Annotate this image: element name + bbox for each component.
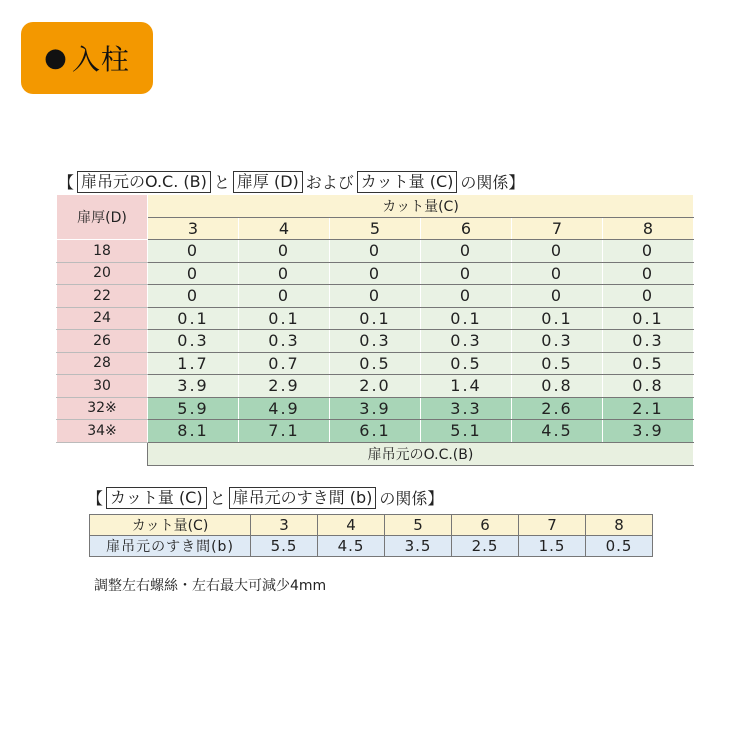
column-header: 3 [148, 217, 239, 240]
table-cell: 0 [603, 262, 694, 285]
row-label: 22 [57, 285, 148, 308]
table-cell: 6.1 [330, 420, 421, 443]
title-tail: の関係】 [460, 173, 525, 192]
title-term-cut: カット量 (C) [106, 487, 207, 509]
row-label: 34※ [57, 420, 148, 443]
table-cell: 2.0 [330, 375, 421, 398]
table-cell: 0.5 [586, 536, 653, 557]
table-cell: 0 [512, 240, 603, 263]
table-cell: 5.9 [148, 397, 239, 420]
table-cell: 0.1 [330, 307, 421, 330]
table-cell: 8.1 [148, 420, 239, 443]
table-cell: 0 [512, 262, 603, 285]
table-cell: 0 [330, 262, 421, 285]
column-header-row [57, 217, 694, 240]
table-row [57, 352, 694, 375]
table-cell: 0 [239, 285, 330, 308]
gap-header-row [90, 515, 653, 536]
row-label: 32※ [57, 397, 148, 420]
column-group-label: カット量(C) [148, 195, 694, 218]
table-cell: 0 [330, 240, 421, 263]
oc-table [56, 194, 694, 466]
table-cell: 0.5 [603, 352, 694, 375]
table-row [57, 397, 694, 420]
table-cell: 0.5 [421, 352, 512, 375]
table-footer-label: 扉吊元のO.C.(B) [148, 442, 694, 465]
column-header: 5 [330, 217, 421, 240]
column-header: 5 [385, 515, 452, 536]
row-label: 28 [57, 352, 148, 375]
row-label: 18 [57, 240, 148, 263]
title-term-thickness: 扉厚 (D) [233, 171, 303, 193]
table-cell: 0.8 [603, 375, 694, 398]
table-cell: 0.7 [239, 352, 330, 375]
column-header: 7 [512, 217, 603, 240]
row-label: 30 [57, 375, 148, 398]
table-cell: 0 [421, 240, 512, 263]
row-label: 24 [57, 307, 148, 330]
table-cell: 0 [603, 285, 694, 308]
table-cell: 5.5 [251, 536, 318, 557]
title-connector: と [213, 173, 230, 192]
title-term-oc: 扉吊元のO.C. (B) [77, 171, 211, 193]
blank-cell [57, 442, 148, 465]
table-row [57, 240, 694, 263]
table-cell: 1.4 [421, 375, 512, 398]
table-row [57, 285, 694, 308]
column-header: 4 [239, 217, 330, 240]
column-header: 6 [452, 515, 519, 536]
table-cell: 2.1 [603, 397, 694, 420]
table-cell: 5.1 [421, 420, 512, 443]
column-header: 6 [421, 217, 512, 240]
table-cell: 1.5 [519, 536, 586, 557]
gap-table [89, 514, 653, 557]
row-label: 20 [57, 262, 148, 285]
column-header: 8 [603, 217, 694, 240]
title-bracket: 【 [58, 173, 75, 192]
table-cell: 0 [421, 285, 512, 308]
table-cell: 0 [421, 262, 512, 285]
table-cell: 0.5 [512, 352, 603, 375]
section-title: 入柱 [71, 43, 130, 76]
table-cell: 2.5 [452, 536, 519, 557]
table-cell: 0 [148, 240, 239, 263]
table-row [57, 375, 694, 398]
table-cell: 0.1 [421, 307, 512, 330]
table-cell: 0.3 [512, 330, 603, 353]
table-cell: 3.9 [148, 375, 239, 398]
table-cell: 0.3 [148, 330, 239, 353]
table-cell: 0.8 [512, 375, 603, 398]
table-cell: 0 [148, 285, 239, 308]
table-cell: 0 [148, 262, 239, 285]
table-cell: 0.3 [421, 330, 512, 353]
table-cell: 3.9 [330, 397, 421, 420]
table-cell: 4.9 [239, 397, 330, 420]
table-row [57, 262, 694, 285]
section-badge [21, 22, 153, 94]
table-cell: 0.3 [330, 330, 421, 353]
table-cell: 2.6 [512, 397, 603, 420]
table-cell: 0 [603, 240, 694, 263]
title-connector: および [305, 173, 354, 192]
title-term-cut: カット量 (C) [357, 171, 458, 193]
title-bracket: 【 [87, 489, 104, 508]
table-cell: 1.7 [148, 352, 239, 375]
table-row [57, 307, 694, 330]
table1-title [58, 170, 524, 193]
table-cell: 3.9 [603, 420, 694, 443]
table-cell: 7.1 [239, 420, 330, 443]
table-cell: 0.1 [148, 307, 239, 330]
table-cell: 3.5 [385, 536, 452, 557]
table-cell: 0.1 [512, 307, 603, 330]
table-cell: 4.5 [318, 536, 385, 557]
table-cell: 0 [239, 240, 330, 263]
title-tail: の関係】 [379, 489, 444, 508]
table2-title [87, 486, 443, 509]
table-cell: 0.3 [603, 330, 694, 353]
row-header-label: 扉厚(D) [57, 195, 148, 240]
table-row [57, 420, 694, 443]
column-header: 4 [318, 515, 385, 536]
table-cell: 0.3 [239, 330, 330, 353]
adjustment-note: 調整左右螺絲・左右最大可減少4mm [94, 578, 327, 594]
table-cell: 0 [330, 285, 421, 308]
table-cell: 0.1 [239, 307, 330, 330]
row-label: 26 [57, 330, 148, 353]
table-cell: 3.3 [421, 397, 512, 420]
table-cell: 2.9 [239, 375, 330, 398]
table-cell: 4.5 [512, 420, 603, 443]
table-cell: 0 [239, 262, 330, 285]
gap-header-label: カット量(C) [90, 515, 251, 536]
table-cell: 0.5 [330, 352, 421, 375]
gap-row-label: 扉吊元のすき間(b) [90, 536, 251, 557]
table-cell: 0.1 [603, 307, 694, 330]
gap-value-row [90, 536, 653, 557]
title-term-gap: 扉吊元のすき間 (b) [229, 487, 377, 509]
title-connector: と [209, 489, 226, 508]
column-header: 3 [251, 515, 318, 536]
table-cell: 0 [512, 285, 603, 308]
column-header: 7 [519, 515, 586, 536]
column-header: 8 [586, 515, 653, 536]
bullet-dot-icon: ● [44, 43, 68, 73]
table-row [57, 330, 694, 353]
